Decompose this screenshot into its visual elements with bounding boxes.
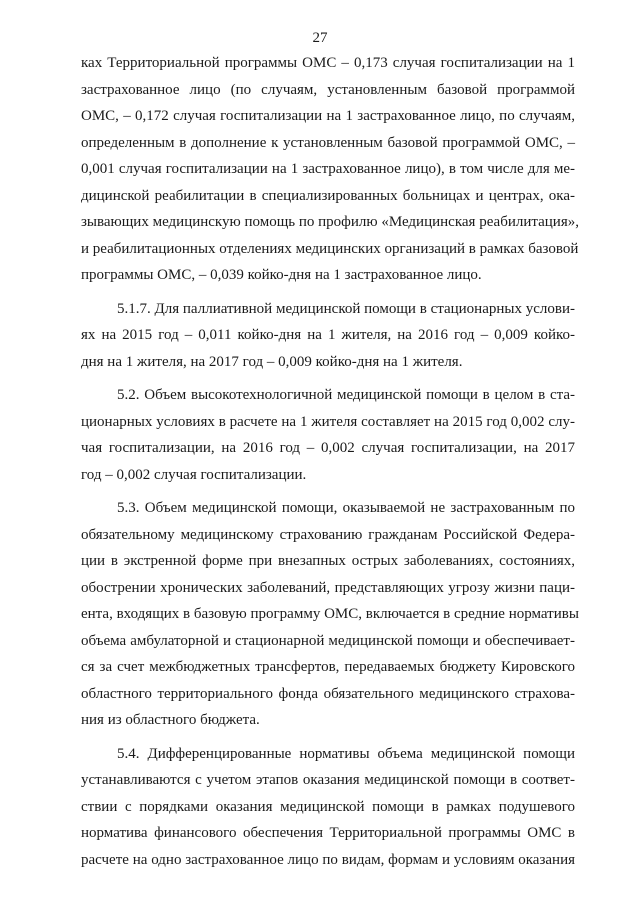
- page-number: 27: [312, 30, 328, 46]
- text-line: зывающих медицинскую помощь по профилю «Медицинская реабилитация»,: [81, 214, 579, 230]
- text-line: и реабилитационных отделениях медицинских организаций в рамках базовой: [81, 240, 579, 257]
- text-line: расчете на одно застрахованное лицо по видам, формам и условиям оказания: [81, 851, 575, 868]
- paragraph-5-2: [81, 382, 575, 488]
- text-line: объема амбулаторной и стационарной медицинской помощи и обеспечивает-: [81, 632, 575, 649]
- text-line: норматива финансового обеспечения Территориальной программы ОМС в: [81, 825, 575, 841]
- text-line: ента, входящих в базовую программу ОМС, включается в средние нормативы: [81, 606, 579, 622]
- text-line: обострении хронических заболеваний, представляющих угрозу жизни паци-: [81, 579, 575, 596]
- text-line: ствии с порядками оказания медицинской помощи в рамках подушевого: [81, 798, 575, 815]
- paragraph-5-1-7: [81, 296, 575, 376]
- text-line: 5.4. Дифференцированные нормативы объема медицинской помощи: [117, 745, 575, 762]
- paragraph-continuation: [81, 50, 579, 289]
- text-line: чая госпитализации, на 2016 год – 0,002 случая госпитализации, на 2017: [81, 440, 575, 456]
- text-line: застрахованное лицо (по случаям, установленным базовой программой: [81, 81, 575, 98]
- text-line: дня на 1 жителя, на 2017 год – 0,009 койко-дня на 1 жителя.: [81, 353, 463, 370]
- text-line: ях на 2015 год – 0,011 койко-дня на 1 жителя, на 2016 год – 0,009 койко-: [81, 327, 575, 343]
- text-line: 5.2. Объем высокотехнологичной медицинской помощи в целом в ста-: [117, 387, 575, 403]
- text-line: 0,001 случая госпитализации на 1 застрахованное лицо), в том числе для ме-: [81, 161, 575, 177]
- text-line: программы ОМС, – 0,039 койко-дня на 1 застрахованное лицо.: [81, 267, 482, 283]
- document-body: [81, 50, 579, 880]
- text-line: 5.1.7. Для паллиативной медицинской помощи в стационарных услови-: [117, 300, 575, 317]
- text-line: устанавливаются с учетом этапов оказания медицинской помощи в соответ-: [81, 772, 575, 788]
- text-line: ционарных условиях в расчете на 1 жителя составляет на 2015 год 0,002 слу-: [81, 413, 575, 430]
- text-line: определенным в дополнение к установленным базовой программой ОМС, –: [81, 134, 575, 151]
- text-line: дицинской реабилитации в специализированных больницах и центрах, ока-: [81, 187, 575, 204]
- text-line: ния из областного бюджета.: [81, 712, 260, 728]
- text-line: обязательному медицинскому страхованию гражданам Российской Федера-: [81, 526, 575, 543]
- text-line: 5.3. Объем медицинской помощи, оказываемой не застрахованным по: [117, 500, 575, 516]
- text-line: ОМС, – 0,172 случая госпитализации на 1 застрахованное лицо, по случаям,: [81, 108, 575, 124]
- paragraph-5-3: [81, 495, 579, 734]
- text-line: ся за счет межбюджетных трансфертов, передаваемых бюджету Кировского: [81, 659, 575, 675]
- text-line: год – 0,002 случая госпитализации.: [81, 466, 307, 483]
- text-line: ках Территориальной программы ОМС – 0,173 случая госпитализации на 1: [81, 55, 575, 71]
- text-line: ции в экстренной форме при внезапных острых заболеваниях, состояниях,: [81, 553, 575, 569]
- paragraph-5-4: [81, 741, 575, 874]
- text-line: областного территориального фонда обязательного медицинского страхова-: [81, 685, 575, 702]
